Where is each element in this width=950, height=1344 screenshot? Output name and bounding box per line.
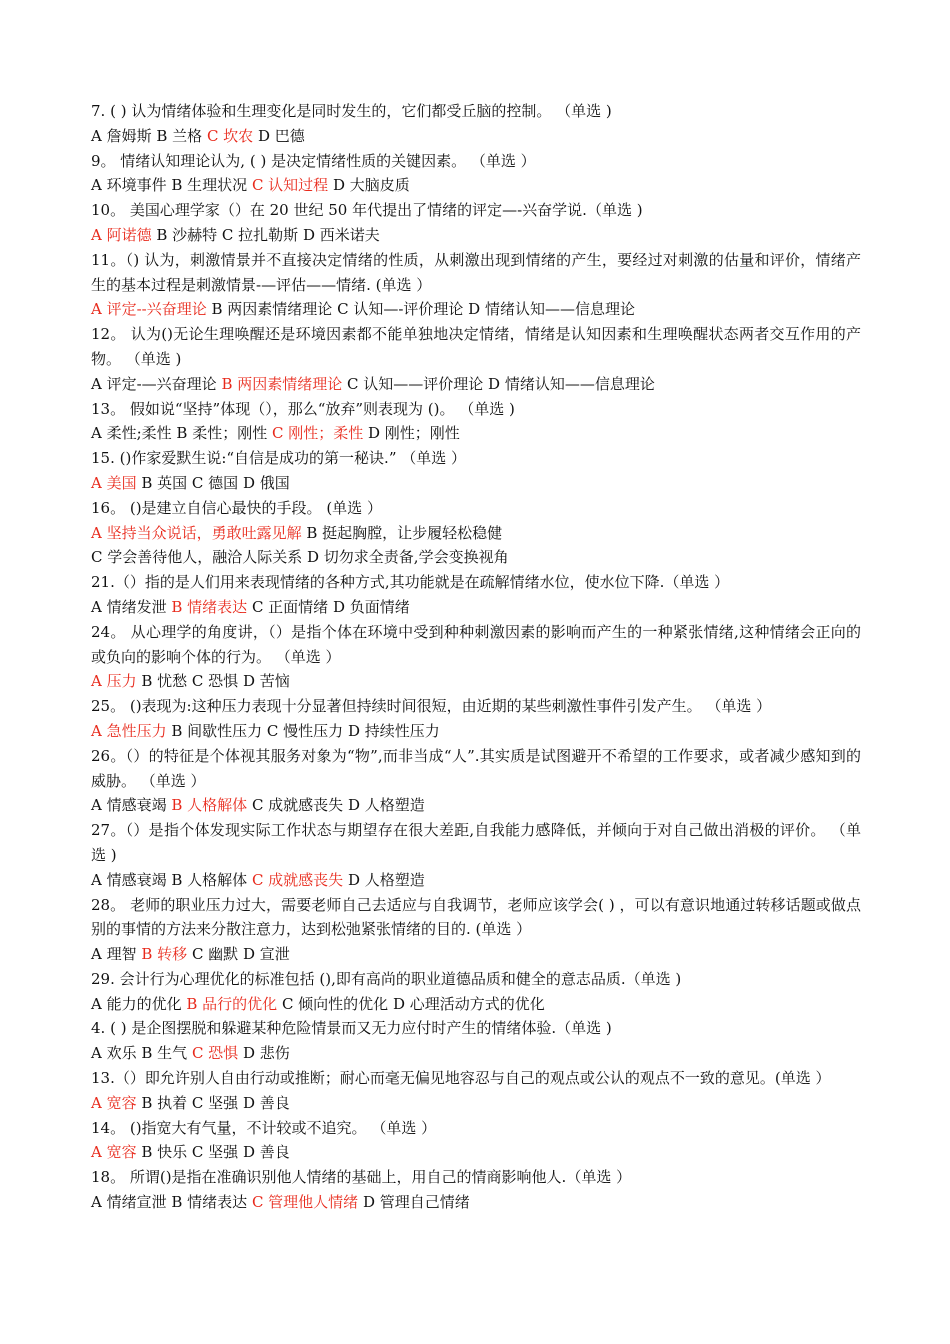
question-line <box>91 620 861 670</box>
question-line <box>91 1016 861 1041</box>
answer-options-line <box>91 421 861 446</box>
answer-options-line <box>91 223 861 248</box>
text-segment: 16。 ()是建立自信心最快的手段。 (单选 ） <box>91 498 382 517</box>
text-segment: B 间歇性压力 C 慢性压力 D 持续性压力 <box>166 721 440 740</box>
text-segment: A 评定-—兴奋理论 <box>91 374 222 393</box>
text-segment: D 人格塑造 <box>343 870 425 889</box>
text-segment: B 英国 C 德国 D 俄国 <box>136 473 290 492</box>
question-line <box>91 397 861 422</box>
text-segment: 15. ()作家爱默生说:“自信是成功的第一秘诀.” （单选 ） <box>91 449 467 468</box>
answer-options-line <box>91 942 861 967</box>
question-line <box>91 149 861 174</box>
text-segment: 12。 认为()无论生理唤醒还是环境因素都不能单独地决定情绪，情绪是认知因素和生理唤醒状态两者交互作用的产物。 （单选 ) <box>91 325 861 368</box>
correct-answer: A 美国 <box>91 473 137 492</box>
text-segment: 25。 ()表现为:这种压力表现十分显著但持续时间很短，由近期的某些刺激性事件引发产生。 （单选 ） <box>91 697 772 716</box>
question-line <box>91 818 861 868</box>
text-segment: 21.（）指的是人们用来表现情绪的各种方式,其功能就是在疏解情绪水位，使水位下降.（单选 ） <box>91 573 730 592</box>
correct-answer: C 成就感丧失 <box>251 870 344 889</box>
text-segment: A 情感衰竭 B 人格解体 <box>91 870 252 889</box>
text-segment: B 两因素情绪理论 C 认知—-评价理论 D 情绪认知——信息理论 <box>206 300 635 319</box>
text-segment: A 柔性;柔性 B 柔性；刚性 <box>91 424 272 443</box>
correct-answer: B 两因素情绪理论 <box>221 374 343 393</box>
answer-options-line <box>91 1041 861 1066</box>
text-segment: 29. 会计行为心理优化的标准包括 (),即有高尚的职业道德品质和健全的意志品质.（单选 ) <box>91 969 682 988</box>
answer-options-line <box>91 297 861 322</box>
correct-answer: C 认知过程 <box>251 176 329 195</box>
question-line <box>91 322 861 372</box>
text-segment: B 执着 C 坚强 D 善良 <box>136 1093 290 1112</box>
text-segment: D 刚性；刚性 <box>363 424 460 443</box>
correct-answer: A 评定--兴奋理论 <box>91 300 207 319</box>
text-segment: 13。 假如说“坚持”体现（），那么“放弃”则表现为 ()。 （单选 ) <box>91 399 515 418</box>
question-line <box>91 1116 861 1141</box>
text-segment: B 忧愁 C 恐惧 D 苦恼 <box>136 672 290 691</box>
answer-options-line <box>91 173 861 198</box>
correct-answer: B 情绪表达 <box>171 597 248 616</box>
correct-answer: A 压力 <box>91 672 137 691</box>
correct-answer: B 转移 <box>141 945 188 964</box>
question-line <box>91 1066 861 1091</box>
question-line <box>91 744 861 794</box>
answer-options-line <box>91 595 861 620</box>
text-segment: D 管理自己情绪 <box>358 1193 470 1212</box>
text-segment: A 理智 <box>91 945 142 964</box>
text-segment: A 能力的优化 <box>91 994 187 1013</box>
question-line <box>91 198 861 223</box>
correct-answer: C 恐惧 <box>191 1044 239 1063</box>
text-segment: B 沙赫特 C 拉扎勒斯 D 西米诺夫 <box>151 225 380 244</box>
text-segment: C 认知——评价理论 D 情绪认知——信息理论 <box>342 374 655 393</box>
answer-options-line <box>91 1190 861 1215</box>
answer-options-line <box>91 521 861 546</box>
text-segment: C 学会善待他人，融洽人际关系 D 切勿求全责备,学会变换视角 <box>91 548 509 567</box>
text-segment: 28。 老师的职业压力过大，需要老师自己去适应与自我调节，老师应该学会( ) ，可以有意识地通过转移话题或做点别的事情的方法来分散注意力，达到松弛紧张情绪的目的. (单选 ） <box>91 895 861 939</box>
correct-answer: A 宽容 <box>91 1143 137 1162</box>
text-segment: 9。 情绪认知理论认为, ( ) 是决定情绪性质的关键因素。 （单选 ） <box>91 151 536 170</box>
text-segment: 27。（）是指个体发现实际工作状态与期望存在很大差距,自我能力感降低，并倾向于对自己做出消极的评价。 （单选 ) <box>91 821 861 864</box>
text-segment: D 悲伤 <box>238 1044 290 1063</box>
correct-answer: A 坚持当众说话，勇敢吐露见解 <box>91 523 302 542</box>
text-segment: C 正面情绪 D 负面情绪 <box>247 597 410 616</box>
text-segment: 7. ( ) 认为情绪体验和生理变化是同时发生的，它们都受丘脑的控制。 （单选 ) <box>91 102 612 120</box>
question-line <box>91 496 861 521</box>
text-segment: C 幽默 D 宣泄 <box>187 945 290 964</box>
text-segment: 14。 ()指宽大有气量，不计较或不追究。 （单选 ） <box>91 1118 437 1137</box>
correct-answer: A 阿诺德 <box>91 225 152 244</box>
text-segment: A 詹姆斯 B 兰格 <box>91 126 207 145</box>
question-line <box>91 1165 861 1190</box>
answer-options-line <box>91 471 861 496</box>
answer-options-line <box>91 992 861 1017</box>
answer-options-line <box>91 545 861 570</box>
text-segment: D 巴德 <box>253 126 305 145</box>
text-segment: B 快乐 C 坚强 D 善良 <box>136 1143 290 1162</box>
text-segment: 4. ( ) 是企图摆脱和躲避某种危险情景而又无力应付时产生的情绪体验.（单选 ) <box>91 1019 612 1038</box>
question-line <box>91 446 861 471</box>
correct-answer: C 管理他人情绪 <box>251 1193 359 1212</box>
question-line <box>91 570 861 595</box>
text-segment: 11。（) 认为，刺激情景并不直接决定情绪的性质，从刺激出现到情绪的产生，要经过对刺激的估量和评价，情绪产生的基本过程是刺激情景-—评估——情绪. (单选 ） <box>91 250 861 294</box>
answer-options-line <box>91 1091 861 1116</box>
question-line <box>91 248 861 298</box>
question-line <box>91 99 861 124</box>
correct-answer: A 宽容 <box>91 1093 137 1112</box>
answer-options-line <box>91 124 861 149</box>
text-segment: D 大脑皮质 <box>328 176 410 195</box>
text-segment: A 情绪发泄 <box>91 597 172 616</box>
answer-options-line <box>91 719 861 744</box>
text-segment: A 环境事件 B 生理状况 <box>91 176 252 195</box>
text-segment: C 倾向性的优化 D 心理活动方式的优化 <box>277 994 545 1013</box>
text-segment: A 欢乐 B 生气 <box>91 1044 192 1063</box>
correct-answer: C 坎农 <box>206 126 254 145</box>
text-segment: 13.（）即允许别人自由行动或推断；耐心而毫无偏见地容忍与自己的观点或公认的观点不一致的意见。(单选 ） <box>91 1069 831 1088</box>
correct-answer: B 品行的优化 <box>186 994 278 1013</box>
answer-options-line <box>91 1140 861 1165</box>
question-line <box>91 967 861 992</box>
correct-answer: B 人格解体 <box>171 796 248 815</box>
text-segment: 18。 所谓()是指在准确识别他人情绪的基础上，用自己的情商影响他人.（单选 ） <box>91 1168 632 1187</box>
answer-options-line <box>91 372 861 397</box>
answer-options-line <box>91 669 861 694</box>
text-segment: B 挺起胸膛，让步履轻松稳健 <box>301 523 503 542</box>
correct-answer: A 急性压力 <box>91 721 167 740</box>
answer-options-line <box>91 793 861 818</box>
question-line <box>91 893 861 943</box>
text-segment: A 情绪宣泄 B 情绪表达 <box>91 1193 252 1212</box>
text-segment: 10。 美国心理学家（）在 20 世纪 50 年代提出了情绪的评定—-兴奋学说.（单选 ) <box>91 201 643 220</box>
text-segment: 26。（）的特征是个体视其服务对象为“物”,而非当成“人”.其实质是试图避开不希望的工作要求，或者减少感知到的威胁。 （单选 ） <box>91 746 861 790</box>
text-segment: 24。 从心理学的角度讲，（）是指个体在环境中受到种种刺激因素的影响而产生的一种紧张情绪,这种情绪会正向的或负向的影响个体的行为。 （单选 ） <box>91 622 861 666</box>
answer-options-line <box>91 868 861 893</box>
text-segment: A 情感衰竭 <box>91 796 172 815</box>
question-line <box>91 694 861 719</box>
text-segment: C 成就感丧失 D 人格塑造 <box>247 796 425 815</box>
correct-answer: C 刚性；柔性 <box>271 424 364 443</box>
document-page <box>91 99 861 1215</box>
